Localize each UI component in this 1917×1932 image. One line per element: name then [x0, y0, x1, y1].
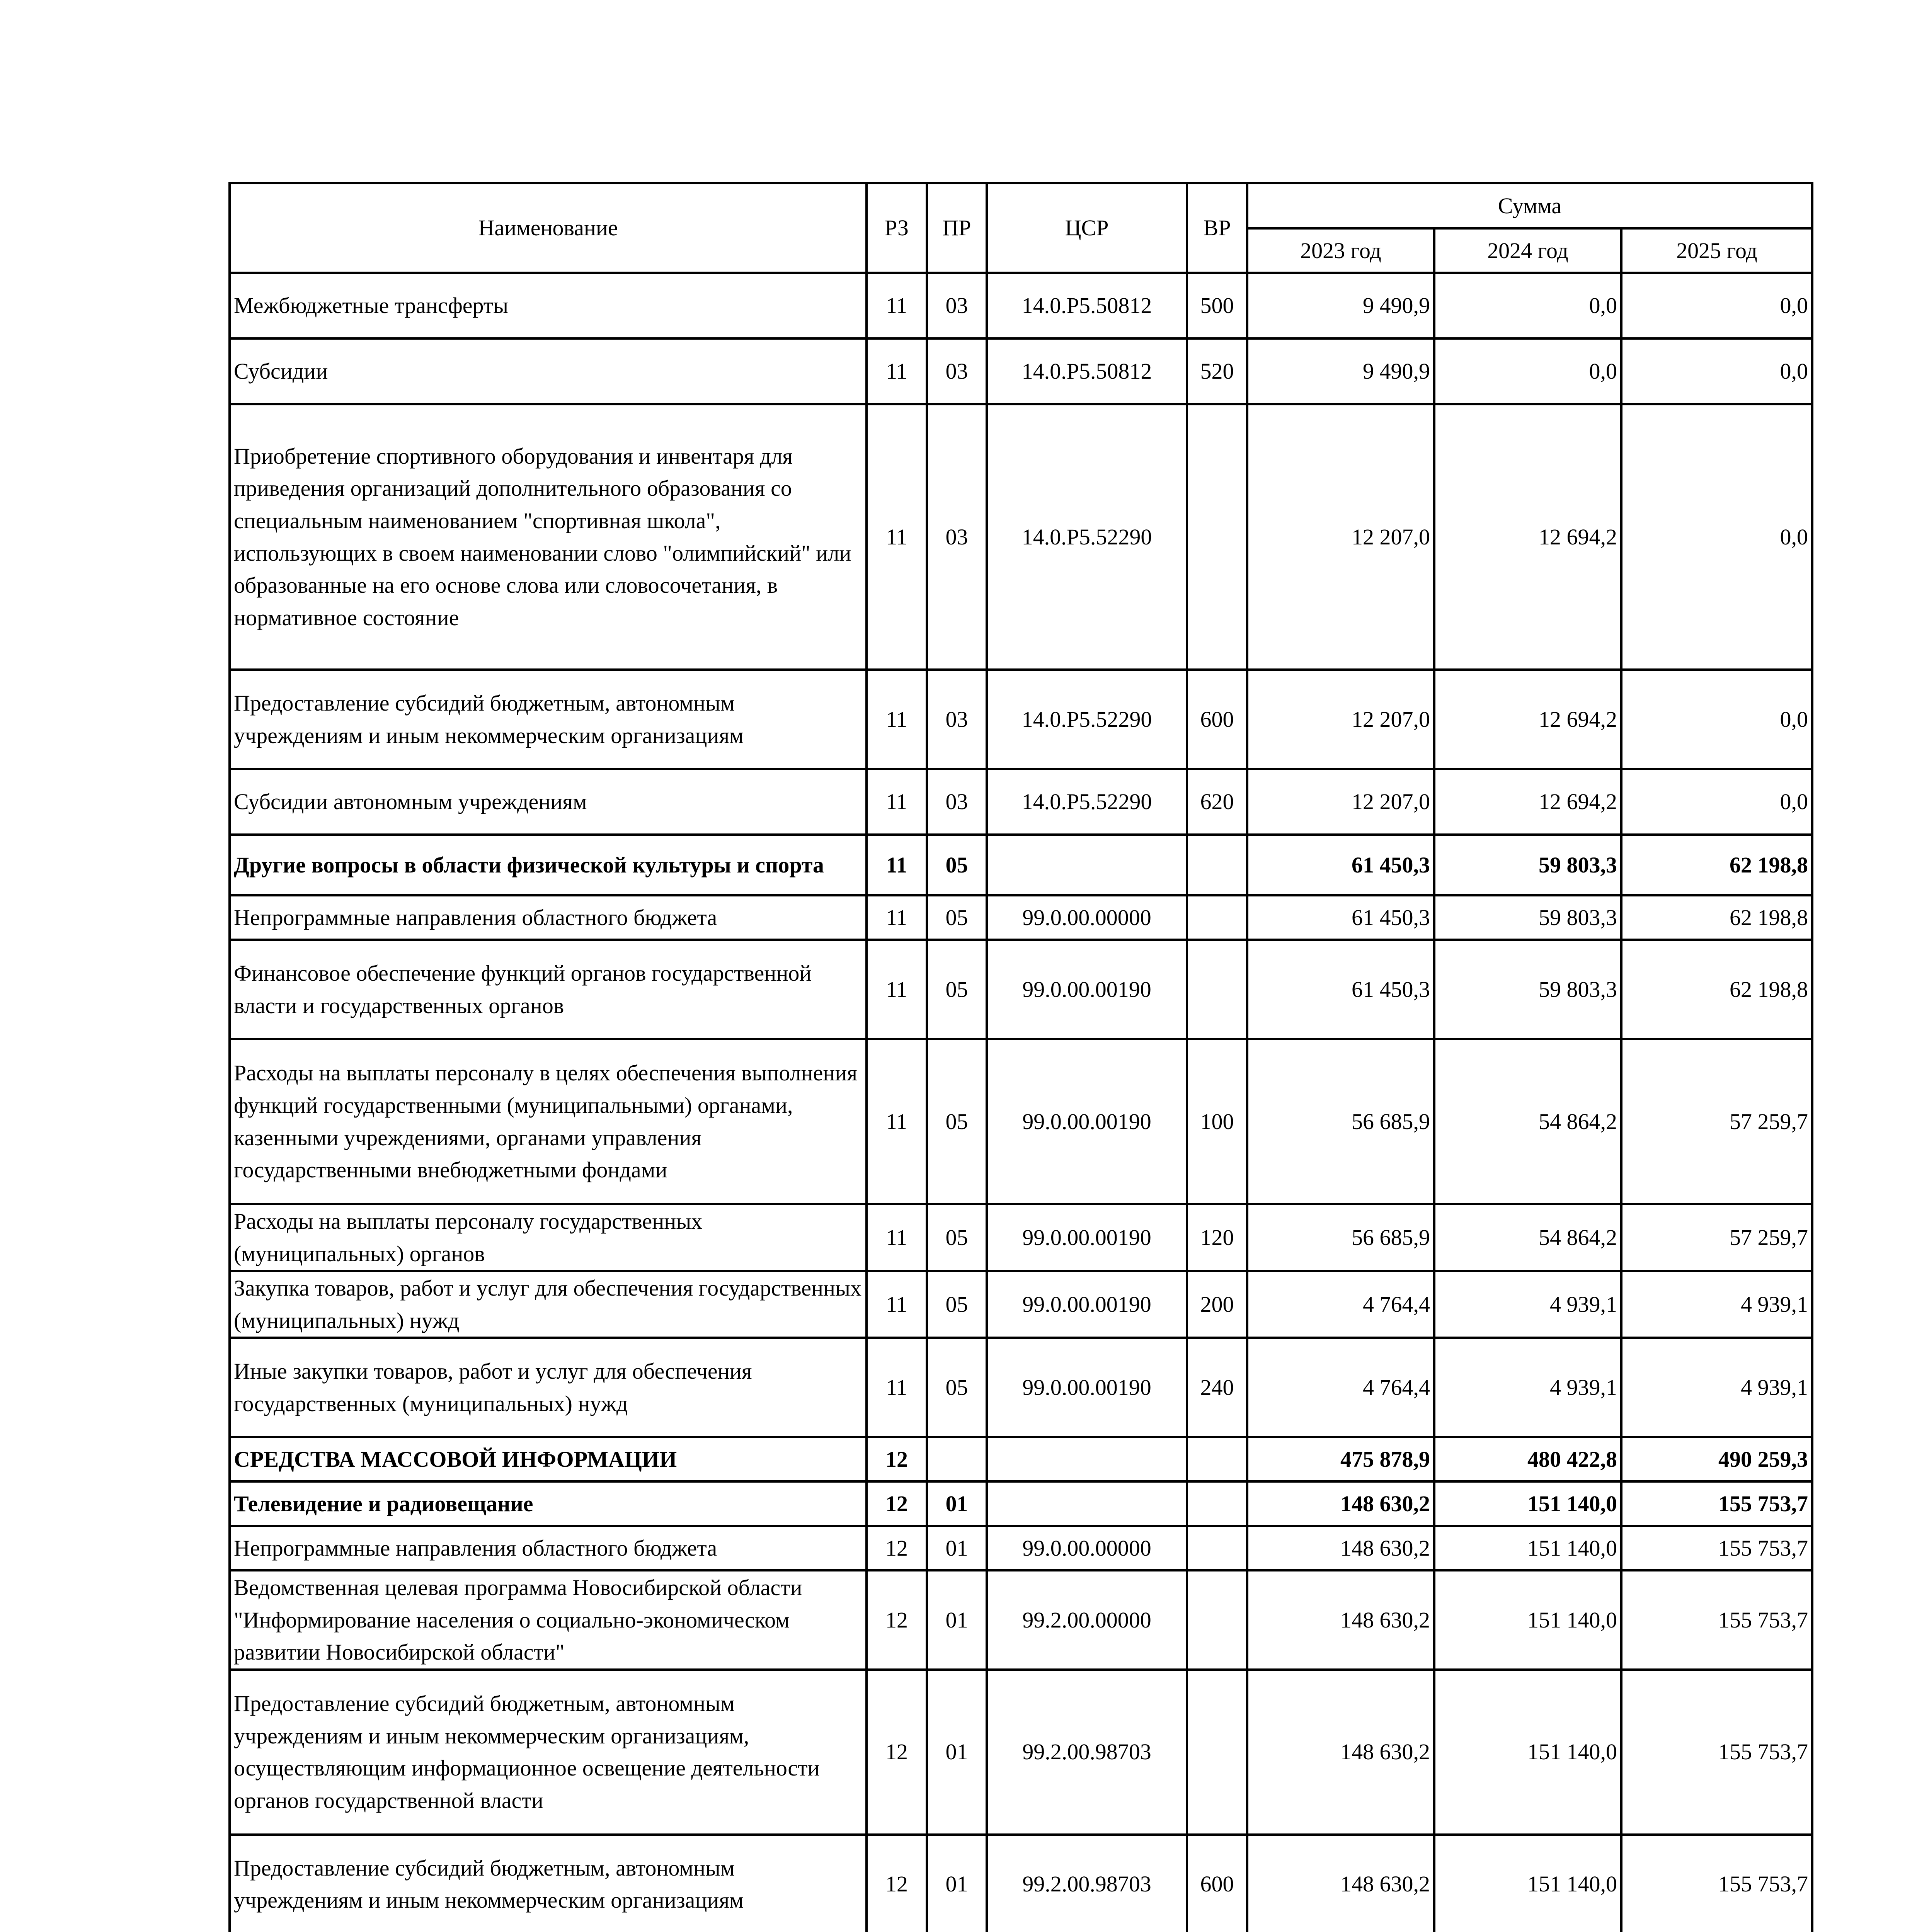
cell-2023: 9 490,9 — [1247, 273, 1434, 338]
cell-name: Предоставление субсидий бюджетным, автономным учреждениям и иным некоммерческим организациям, осуществляющим информационное освещение деятельности органов государственной власти — [230, 1670, 867, 1835]
cell-2024: 59 803,3 — [1434, 835, 1621, 895]
cell-pr: 05 — [927, 1204, 987, 1271]
cell-vr — [1187, 1570, 1247, 1670]
table-row — [230, 670, 1812, 769]
cell-2024: 54 864,2 — [1434, 1039, 1621, 1204]
cell-csr: 99.0.00.00000 — [987, 895, 1187, 940]
cell-2023: 61 450,3 — [1247, 835, 1434, 895]
cell-name: Финансовое обеспечение функций органов государственной власти и государственных органов — [230, 940, 867, 1039]
cell-2025: 0,0 — [1621, 670, 1812, 769]
cell-rz: 12 — [867, 1437, 927, 1481]
cell-2025: 155 753,7 — [1621, 1526, 1812, 1570]
cell-csr — [987, 1437, 1187, 1481]
cell-csr: 99.0.00.00190 — [987, 940, 1187, 1039]
cell-pr: 05 — [927, 1039, 987, 1204]
header-sum: Сумма — [1247, 183, 1812, 228]
cell-pr: 05 — [927, 1338, 987, 1437]
cell-2025: 4 939,1 — [1621, 1338, 1812, 1437]
cell-vr: 240 — [1187, 1338, 1247, 1437]
cell-rz: 12 — [867, 1481, 927, 1526]
cell-2023: 12 207,0 — [1247, 404, 1434, 670]
cell-pr: 01 — [927, 1670, 987, 1835]
table-body — [230, 273, 1812, 1932]
cell-2023: 475 878,9 — [1247, 1437, 1434, 1481]
cell-2023: 4 764,4 — [1247, 1338, 1434, 1437]
cell-2024: 59 803,3 — [1434, 895, 1621, 940]
cell-2023: 148 630,2 — [1247, 1670, 1434, 1835]
cell-vr: 500 — [1187, 273, 1247, 338]
cell-2024: 480 422,8 — [1434, 1437, 1621, 1481]
cell-pr: 01 — [927, 1481, 987, 1526]
cell-rz: 11 — [867, 1271, 927, 1338]
table-row — [230, 1437, 1812, 1481]
cell-2023: 9 490,9 — [1247, 338, 1434, 404]
cell-csr: 14.0.P5.52290 — [987, 404, 1187, 670]
cell-2024: 59 803,3 — [1434, 940, 1621, 1039]
cell-rz: 11 — [867, 940, 927, 1039]
cell-2025: 155 753,7 — [1621, 1570, 1812, 1670]
cell-csr — [987, 835, 1187, 895]
cell-name: СРЕДСТВА МАССОВОЙ ИНФОРМАЦИИ — [230, 1437, 867, 1481]
table-row — [230, 404, 1812, 670]
cell-name: Субсидии автономным учреждениям — [230, 769, 867, 835]
budget-table — [228, 182, 1813, 1932]
cell-rz: 11 — [867, 769, 927, 835]
cell-rz: 11 — [867, 835, 927, 895]
cell-name: Непрограммные направления областного бюджета — [230, 895, 867, 940]
header-csr: ЦСР — [987, 183, 1187, 273]
cell-pr: 05 — [927, 835, 987, 895]
cell-rz: 12 — [867, 1526, 927, 1570]
cell-vr: 120 — [1187, 1204, 1247, 1271]
cell-2025: 62 198,8 — [1621, 895, 1812, 940]
cell-vr — [1187, 404, 1247, 670]
cell-name: Субсидии — [230, 338, 867, 404]
cell-vr — [1187, 835, 1247, 895]
cell-2024: 12 694,2 — [1434, 670, 1621, 769]
table-row — [230, 338, 1812, 404]
cell-2024: 0,0 — [1434, 273, 1621, 338]
cell-pr: 03 — [927, 769, 987, 835]
cell-2025: 62 198,8 — [1621, 940, 1812, 1039]
cell-csr: 99.0.00.00000 — [987, 1526, 1187, 1570]
header-row-top — [230, 183, 1812, 228]
table-row — [230, 1670, 1812, 1835]
cell-name: Предоставление субсидий бюджетным, автономным учреждениям и иным некоммерческим организациям — [230, 1835, 867, 1932]
cell-2025: 0,0 — [1621, 338, 1812, 404]
table-row — [230, 273, 1812, 338]
cell-2023: 61 450,3 — [1247, 895, 1434, 940]
cell-rz: 12 — [867, 1835, 927, 1932]
table-row — [230, 1271, 1812, 1338]
cell-csr: 14.0.P5.52290 — [987, 670, 1187, 769]
cell-csr: 14.0.P5.50812 — [987, 338, 1187, 404]
cell-rz: 12 — [867, 1570, 927, 1670]
cell-csr: 99.0.00.00190 — [987, 1039, 1187, 1204]
table-row — [230, 1039, 1812, 1204]
cell-rz: 11 — [867, 670, 927, 769]
cell-name: Телевидение и радиовещание — [230, 1481, 867, 1526]
cell-rz: 11 — [867, 1039, 927, 1204]
table-row — [230, 835, 1812, 895]
cell-csr — [987, 1481, 1187, 1526]
cell-csr: 99.0.00.00190 — [987, 1271, 1187, 1338]
cell-csr: 99.0.00.00190 — [987, 1204, 1187, 1271]
cell-2024: 151 140,0 — [1434, 1570, 1621, 1670]
cell-pr: 01 — [927, 1835, 987, 1932]
cell-vr — [1187, 1670, 1247, 1835]
cell-2025: 0,0 — [1621, 769, 1812, 835]
cell-2024: 151 140,0 — [1434, 1670, 1621, 1835]
cell-pr: 03 — [927, 670, 987, 769]
cell-2025: 4 939,1 — [1621, 1271, 1812, 1338]
cell-name: Предоставление субсидий бюджетным, автономным учреждениям и иным некоммерческим организациям — [230, 670, 867, 769]
cell-2025: 57 259,7 — [1621, 1039, 1812, 1204]
cell-csr: 14.0.P5.52290 — [987, 769, 1187, 835]
cell-vr: 620 — [1187, 769, 1247, 835]
cell-vr — [1187, 895, 1247, 940]
cell-2023: 12 207,0 — [1247, 670, 1434, 769]
cell-csr: 99.0.00.00190 — [987, 1338, 1187, 1437]
cell-2024: 151 140,0 — [1434, 1835, 1621, 1932]
cell-2023: 56 685,9 — [1247, 1204, 1434, 1271]
cell-2024: 12 694,2 — [1434, 404, 1621, 670]
cell-name: Закупка товаров, работ и услуг для обеспечения государственных (муниципальных) нужд — [230, 1271, 867, 1338]
cell-2025: 0,0 — [1621, 273, 1812, 338]
cell-rz: 11 — [867, 273, 927, 338]
cell-pr: 05 — [927, 1271, 987, 1338]
cell-2025: 155 753,7 — [1621, 1481, 1812, 1526]
cell-csr: 99.2.00.98703 — [987, 1835, 1187, 1932]
cell-vr — [1187, 940, 1247, 1039]
cell-vr: 600 — [1187, 670, 1247, 769]
cell-vr: 100 — [1187, 1039, 1247, 1204]
cell-name: Межбюджетные трансферты — [230, 273, 867, 338]
cell-name: Непрограммные направления областного бюджета — [230, 1526, 867, 1570]
header-pr: ПР — [927, 183, 987, 273]
cell-rz: 11 — [867, 338, 927, 404]
cell-csr: 14.0.P5.50812 — [987, 273, 1187, 338]
cell-2023: 148 630,2 — [1247, 1526, 1434, 1570]
cell-vr: 200 — [1187, 1271, 1247, 1338]
cell-2023: 148 630,2 — [1247, 1835, 1434, 1932]
cell-csr: 99.2.00.00000 — [987, 1570, 1187, 1670]
cell-2023: 4 764,4 — [1247, 1271, 1434, 1338]
cell-2023: 61 450,3 — [1247, 940, 1434, 1039]
cell-2025: 155 753,7 — [1621, 1835, 1812, 1932]
table-row — [230, 1835, 1812, 1932]
cell-2023: 148 630,2 — [1247, 1570, 1434, 1670]
cell-vr — [1187, 1437, 1247, 1481]
table-row — [230, 940, 1812, 1039]
cell-2024: 54 864,2 — [1434, 1204, 1621, 1271]
cell-2024: 151 140,0 — [1434, 1481, 1621, 1526]
cell-2025: 155 753,7 — [1621, 1670, 1812, 1835]
table-row — [230, 1338, 1812, 1437]
table-row — [230, 1526, 1812, 1570]
cell-vr — [1187, 1481, 1247, 1526]
header-year-2023: 2023 год — [1247, 228, 1434, 273]
cell-2025: 490 259,3 — [1621, 1437, 1812, 1481]
cell-2023: 12 207,0 — [1247, 769, 1434, 835]
table-row — [230, 1570, 1812, 1670]
cell-2025: 0,0 — [1621, 404, 1812, 670]
cell-2024: 0,0 — [1434, 338, 1621, 404]
cell-name: Приобретение спортивного оборудования и инвентаря для приведения организаций дополнительного образования со специальным наименованием "спортивная школа", использующих в своем наименовании слово "олимпийский" или образованные на его основе слова или словосочетания, в нормативное состояние — [230, 404, 867, 670]
cell-rz: 11 — [867, 895, 927, 940]
cell-pr: 01 — [927, 1526, 987, 1570]
cell-2024: 4 939,1 — [1434, 1271, 1621, 1338]
cell-pr: 03 — [927, 404, 987, 670]
cell-2025: 57 259,7 — [1621, 1204, 1812, 1271]
table-row — [230, 1204, 1812, 1271]
cell-2025: 62 198,8 — [1621, 835, 1812, 895]
cell-name: Ведомственная целевая программа Новосибирской области "Информирование населения о социально-экономическом развитии Новосибирской области" — [230, 1570, 867, 1670]
cell-vr — [1187, 1526, 1247, 1570]
cell-vr: 600 — [1187, 1835, 1247, 1932]
cell-pr: 03 — [927, 338, 987, 404]
table-row — [230, 1481, 1812, 1526]
cell-2024: 12 694,2 — [1434, 769, 1621, 835]
cell-name: Расходы на выплаты персоналу государственных (муниципальных) органов — [230, 1204, 867, 1271]
cell-rz: 11 — [867, 404, 927, 670]
cell-rz: 12 — [867, 1670, 927, 1835]
cell-name: Другие вопросы в области физической культуры и спорта — [230, 835, 867, 895]
cell-2023: 56 685,9 — [1247, 1039, 1434, 1204]
cell-2024: 151 140,0 — [1434, 1526, 1621, 1570]
cell-vr: 520 — [1187, 338, 1247, 404]
cell-pr: 03 — [927, 273, 987, 338]
cell-csr: 99.2.00.98703 — [987, 1670, 1187, 1835]
table-row — [230, 769, 1812, 835]
table-header — [230, 183, 1812, 273]
cell-2023: 148 630,2 — [1247, 1481, 1434, 1526]
header-vr: ВР — [1187, 183, 1247, 273]
cell-name: Расходы на выплаты персоналу в целях обеспечения выполнения функций государственными (муниципальными) органами, казенными учреждениями, органами управления государственными внебюджетными фондами — [230, 1039, 867, 1204]
header-year-2024: 2024 год — [1434, 228, 1621, 273]
cell-pr: 05 — [927, 895, 987, 940]
cell-name: Иные закупки товаров, работ и услуг для обеспечения государственных (муниципальных) нужд — [230, 1338, 867, 1437]
cell-pr: 05 — [927, 940, 987, 1039]
table-row — [230, 895, 1812, 940]
header-name: Наименование — [230, 183, 867, 273]
cell-rz: 11 — [867, 1338, 927, 1437]
cell-rz: 11 — [867, 1204, 927, 1271]
cell-2024: 4 939,1 — [1434, 1338, 1621, 1437]
header-rz: РЗ — [867, 183, 927, 273]
cell-pr — [927, 1437, 987, 1481]
header-year-2025: 2025 год — [1621, 228, 1812, 273]
cell-pr: 01 — [927, 1570, 987, 1670]
